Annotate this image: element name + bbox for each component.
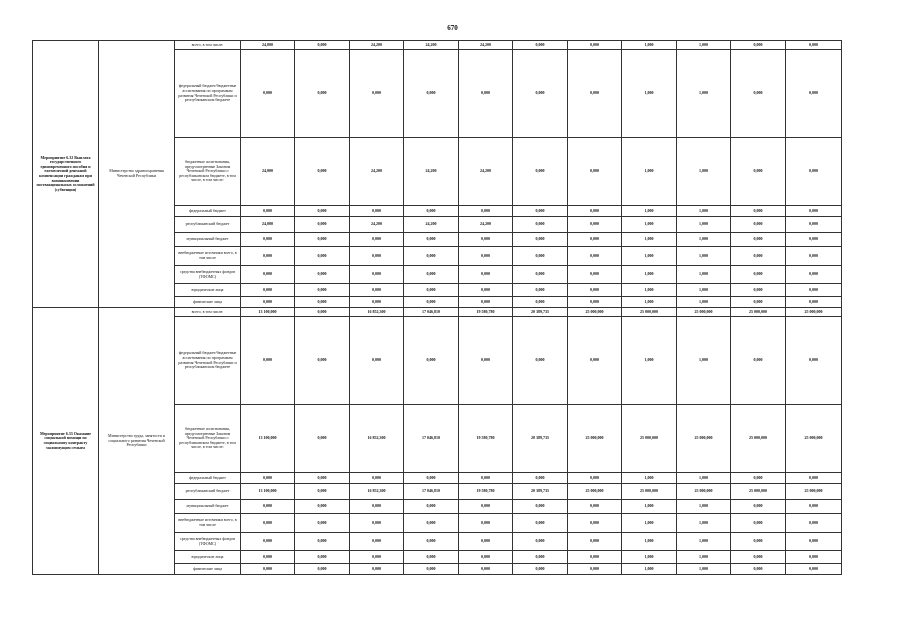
funding-source-cell: муниципальный бюджет [175, 233, 241, 247]
amount-cell: 0,000 [350, 206, 404, 217]
amount-cell: 0,000 [731, 564, 786, 575]
amount-cell: 25 000,000 [568, 484, 622, 500]
amount-cell: 1,000 [677, 500, 731, 514]
funding-source-cell: всего, в том числе: [175, 308, 241, 317]
amount-cell: 0,000 [459, 317, 513, 405]
amount-cell: 0,000 [786, 473, 842, 484]
amount-cell: 0,000 [295, 405, 350, 473]
amount-cell: 0,000 [350, 564, 404, 575]
amount-cell: 1,000 [677, 533, 731, 551]
amount-cell: 19 580,780 [459, 484, 513, 500]
amount-cell: 0,000 [241, 206, 295, 217]
amount-cell: 17 046,810 [404, 484, 459, 500]
amount-cell: 24,200 [404, 138, 459, 206]
amount-cell: 0,000 [295, 551, 350, 564]
amount-cell: 0,000 [513, 217, 568, 233]
amount-cell: 0,000 [513, 317, 568, 405]
amount-cell: 0,000 [513, 500, 568, 514]
amount-cell: 0,000 [731, 473, 786, 484]
amount-cell: 0,000 [568, 233, 622, 247]
amount-cell: 25 000,000 [731, 308, 786, 317]
amount-cell: 0,000 [459, 473, 513, 484]
amount-cell: 0,000 [241, 266, 295, 284]
amount-cell: 0,000 [459, 500, 513, 514]
amount-cell: 0,000 [786, 514, 842, 533]
amount-cell: 0,000 [568, 533, 622, 551]
amount-cell: 0,000 [731, 514, 786, 533]
amount-cell: 1,000 [677, 50, 731, 138]
amount-cell: 0,000 [404, 551, 459, 564]
amount-cell: 25 000,000 [677, 484, 731, 500]
amount-cell: 1,000 [622, 247, 677, 266]
amount-cell: 0,000 [241, 533, 295, 551]
responsible-executor-cell: Министерство труда, занятости и социального развития Чеченской Республики [99, 308, 175, 575]
amount-cell: 0,000 [404, 297, 459, 308]
amount-cell: 25 000,000 [568, 308, 622, 317]
amount-cell: 0,000 [241, 284, 295, 297]
funding-source-cell: бюджетные ассигнования, предусмотренные Законом Чеченской Республики о республиканском бюджете, в том числе, в том числе: [175, 138, 241, 206]
amount-cell: 0,000 [513, 206, 568, 217]
amount-cell: 0,000 [295, 473, 350, 484]
amount-cell: 0,000 [350, 297, 404, 308]
amount-cell: 0,000 [731, 233, 786, 247]
amount-cell: 1,000 [677, 473, 731, 484]
amount-cell: 1,000 [622, 284, 677, 297]
amount-cell: 24,200 [459, 138, 513, 206]
amount-cell: 0,000 [241, 564, 295, 575]
amount-cell: 0,000 [459, 266, 513, 284]
amount-cell: 0,000 [404, 247, 459, 266]
amount-cell: 1,000 [622, 41, 677, 50]
amount-cell: 0,000 [404, 50, 459, 138]
amount-cell: 0,000 [513, 247, 568, 266]
funding-source-cell: средства внебюджетных фондов (ТФОМС) [175, 266, 241, 284]
amount-cell: 0,000 [731, 500, 786, 514]
amount-cell: 0,000 [350, 266, 404, 284]
amount-cell: 0,000 [513, 138, 568, 206]
amount-cell: 0,000 [295, 484, 350, 500]
amount-cell: 0,000 [295, 217, 350, 233]
amount-cell: 0,000 [568, 297, 622, 308]
amount-cell: 0,000 [513, 473, 568, 484]
amount-cell: 25 000,000 [677, 308, 731, 317]
amount-cell: 0,000 [295, 233, 350, 247]
amount-cell: 25 000,000 [731, 405, 786, 473]
amount-cell: 1,000 [677, 317, 731, 405]
amount-cell: 0,000 [568, 551, 622, 564]
amount-cell: 0,000 [350, 247, 404, 266]
amount-cell: 20 389,735 [513, 484, 568, 500]
amount-cell: 1,000 [677, 564, 731, 575]
amount-cell: 0,000 [350, 284, 404, 297]
amount-cell: 19 580,780 [459, 308, 513, 317]
amount-cell: 0,000 [786, 284, 842, 297]
amount-cell: 1,000 [622, 533, 677, 551]
amount-cell: 1,000 [677, 266, 731, 284]
amount-cell: 0,000 [731, 138, 786, 206]
amount-cell: 1,000 [622, 217, 677, 233]
page-number: 670 [447, 24, 458, 32]
amount-cell: 0,000 [568, 217, 622, 233]
amount-cell: 0,000 [786, 138, 842, 206]
amount-cell: 1,000 [622, 500, 677, 514]
amount-cell: 0,000 [786, 217, 842, 233]
amount-cell: 0,000 [459, 284, 513, 297]
amount-cell: 25 000,000 [622, 484, 677, 500]
amount-cell: 1,000 [622, 473, 677, 484]
funding-source-cell: республиканский бюджет [175, 484, 241, 500]
amount-cell: 0,000 [568, 514, 622, 533]
amount-cell: 0,000 [295, 317, 350, 405]
amount-cell: 0,000 [404, 473, 459, 484]
responsible-executor-cell: Министерство здравоохранения Чеченской Республики [99, 41, 175, 308]
amount-cell: 1,000 [677, 551, 731, 564]
amount-cell: 0,000 [241, 233, 295, 247]
amount-cell: 13 100,000 [241, 405, 295, 473]
amount-cell: 0,000 [404, 266, 459, 284]
amount-cell: 1,000 [622, 50, 677, 138]
amount-cell: 0,000 [731, 297, 786, 308]
amount-cell: 0,000 [513, 50, 568, 138]
amount-cell: 0,000 [786, 247, 842, 266]
amount-cell: 1,000 [677, 206, 731, 217]
funding-source-cell: муниципальный бюджет [175, 500, 241, 514]
amount-cell: 24,200 [459, 217, 513, 233]
funding-source-cell: юридические лица [175, 551, 241, 564]
amount-cell: 0,000 [241, 514, 295, 533]
amount-cell: 0,000 [350, 533, 404, 551]
amount-cell: 0,000 [513, 297, 568, 308]
funding-source-cell: всего, в том числе: [175, 41, 241, 50]
amount-cell: 0,000 [786, 297, 842, 308]
amount-cell: 0,000 [295, 564, 350, 575]
amount-cell: 0,000 [731, 551, 786, 564]
amount-cell: 13 100,000 [241, 484, 295, 500]
amount-cell: 1,000 [622, 233, 677, 247]
amount-cell: 0,000 [786, 233, 842, 247]
amount-cell: 1,000 [677, 41, 731, 50]
funding-source-cell: республиканский бюджет [175, 217, 241, 233]
amount-cell: 0,000 [786, 564, 842, 575]
amount-cell: 0,000 [568, 138, 622, 206]
amount-cell: 20 389,735 [513, 308, 568, 317]
table-row [33, 308, 842, 317]
amount-cell: 0,000 [295, 308, 350, 317]
amount-cell: 0,000 [513, 41, 568, 50]
amount-cell: 0,000 [513, 564, 568, 575]
funding-source-cell: бюджетные ассигнования, предусмотренные Законом Чеченской Республики о республиканском бюджете, в том числе, в том числе: [175, 405, 241, 473]
amount-cell: 0,000 [459, 233, 513, 247]
amount-cell: 19 580,780 [459, 405, 513, 473]
amount-cell: 0,000 [786, 266, 842, 284]
amount-cell: 0,000 [731, 317, 786, 405]
funding-source-cell: внебюджетные источники всего, в том числе [175, 514, 241, 533]
amount-cell: 0,000 [786, 551, 842, 564]
amount-cell: 24,000 [241, 138, 295, 206]
amount-cell: 0,000 [350, 551, 404, 564]
amount-cell: 25 000,000 [786, 308, 842, 317]
amount-cell: 0,000 [295, 41, 350, 50]
amount-cell: 0,000 [568, 284, 622, 297]
amount-cell: 0,000 [295, 284, 350, 297]
amount-cell: 0,000 [731, 266, 786, 284]
amount-cell: 13 100,000 [241, 308, 295, 317]
amount-cell: 0,000 [731, 206, 786, 217]
amount-cell: 0,000 [350, 500, 404, 514]
amount-cell: 0,000 [459, 514, 513, 533]
amount-cell: 0,000 [350, 317, 404, 405]
amount-cell: 0,000 [404, 564, 459, 575]
amount-cell: 0,000 [786, 50, 842, 138]
amount-cell: 0,000 [731, 284, 786, 297]
amount-cell: 1,000 [622, 564, 677, 575]
amount-cell: 0,000 [568, 473, 622, 484]
funding-source-cell: федеральный бюджет/бюджетные ассигнования по программам развития Чеченской Республики и республиканском бюджете [175, 50, 241, 138]
amount-cell: 20 389,735 [513, 405, 568, 473]
amount-cell: 0,000 [459, 247, 513, 266]
amount-cell: 24,200 [404, 41, 459, 50]
amount-cell: 0,000 [241, 50, 295, 138]
amount-cell: 0,000 [568, 41, 622, 50]
amount-cell: 0,000 [459, 533, 513, 551]
amount-cell: 0,000 [295, 266, 350, 284]
amount-cell: 0,000 [295, 533, 350, 551]
amount-cell: 16 852,300 [350, 308, 404, 317]
amount-cell: 0,000 [568, 266, 622, 284]
amount-cell: 0,000 [350, 514, 404, 533]
amount-cell: 0,000 [513, 266, 568, 284]
amount-cell: 0,000 [404, 317, 459, 405]
amount-cell: 0,000 [731, 217, 786, 233]
amount-cell: 0,000 [568, 50, 622, 138]
amount-cell: 0,000 [459, 297, 513, 308]
amount-cell: 0,000 [295, 514, 350, 533]
amount-cell: 0,000 [241, 317, 295, 405]
amount-cell: 0,000 [568, 500, 622, 514]
amount-cell: 0,000 [459, 50, 513, 138]
amount-cell: 24,000 [241, 41, 295, 50]
table-body [33, 41, 842, 575]
table-row [33, 41, 842, 50]
amount-cell: 0,000 [513, 233, 568, 247]
amount-cell: 1,000 [622, 551, 677, 564]
amount-cell: 0,000 [350, 50, 404, 138]
amount-cell: 24,200 [350, 41, 404, 50]
amount-cell: 0,000 [241, 297, 295, 308]
amount-cell: 25 000,000 [677, 405, 731, 473]
amount-cell: 1,000 [622, 206, 677, 217]
amount-cell: 25 000,000 [786, 484, 842, 500]
amount-cell: 17 046,810 [404, 308, 459, 317]
amount-cell: 0,000 [786, 41, 842, 50]
amount-cell: 0,000 [241, 500, 295, 514]
amount-cell: 0,000 [404, 233, 459, 247]
amount-cell: 0,000 [459, 551, 513, 564]
amount-cell: 25 000,000 [786, 405, 842, 473]
amount-cell: 1,000 [677, 297, 731, 308]
amount-cell: 0,000 [513, 533, 568, 551]
amount-cell: 16 852,300 [350, 484, 404, 500]
amount-cell: 0,000 [295, 50, 350, 138]
amount-cell: 0,000 [404, 500, 459, 514]
amount-cell: 0,000 [459, 206, 513, 217]
amount-cell: 1,000 [677, 233, 731, 247]
amount-cell: 0,000 [568, 206, 622, 217]
funding-source-cell: средства внебюджетных фондов (ТФОМС) [175, 533, 241, 551]
amount-cell: 0,000 [404, 284, 459, 297]
amount-cell: 0,000 [513, 514, 568, 533]
amount-cell: 0,000 [568, 247, 622, 266]
amount-cell: 1,000 [677, 217, 731, 233]
amount-cell: 1,000 [622, 138, 677, 206]
funding-source-cell: федеральный бюджет [175, 206, 241, 217]
amount-cell: 0,000 [295, 500, 350, 514]
amount-cell: 25 000,000 [622, 308, 677, 317]
funding-source-cell: физические лица [175, 297, 241, 308]
amount-cell: 25 000,000 [622, 405, 677, 473]
amount-cell: 0,000 [404, 206, 459, 217]
amount-cell: 0,000 [295, 138, 350, 206]
amount-cell: 25 000,000 [731, 484, 786, 500]
amount-cell: 1,000 [677, 247, 731, 266]
amount-cell: 0,000 [295, 297, 350, 308]
amount-cell: 0,000 [241, 473, 295, 484]
amount-cell: 25 000,000 [568, 405, 622, 473]
amount-cell: 0,000 [786, 500, 842, 514]
amount-cell: 0,000 [350, 233, 404, 247]
amount-cell: 0,000 [459, 564, 513, 575]
amount-cell: 0,000 [731, 533, 786, 551]
amount-cell: 24,200 [459, 41, 513, 50]
amount-cell: 24,200 [350, 138, 404, 206]
funding-source-cell: физические лица [175, 564, 241, 575]
amount-cell: 0,000 [786, 533, 842, 551]
amount-cell: 16 852,300 [350, 405, 404, 473]
amount-cell: 0,000 [295, 206, 350, 217]
amount-cell: 1,000 [677, 138, 731, 206]
funding-source-cell: внебюджетные источники всего, в том числе [175, 247, 241, 266]
amount-cell: 1,000 [677, 514, 731, 533]
amount-cell: 0,000 [404, 533, 459, 551]
amount-cell: 0,000 [513, 551, 568, 564]
amount-cell: 0,000 [404, 514, 459, 533]
amount-cell: 0,000 [786, 317, 842, 405]
amount-cell: 0,000 [513, 284, 568, 297]
amount-cell: 1,000 [622, 297, 677, 308]
amount-cell: 1,000 [622, 317, 677, 405]
amount-cell: 24,000 [241, 217, 295, 233]
funding-source-cell: федеральный бюджет [175, 473, 241, 484]
activity-name-cell: Мероприятие 6.32 Выплата государственного единовременного пособия и ежемесячной денежной компенсации гражданам при возникновении поствакцинальных осложнений (субвенции) [33, 41, 99, 308]
funding-source-cell: юридические лица [175, 284, 241, 297]
amount-cell: 0,000 [731, 41, 786, 50]
amount-cell: 0,000 [731, 247, 786, 266]
funding-source-cell: федеральный бюджет/бюджетные ассигнования по программам развития Чеченской Республики и республиканском бюджете [175, 317, 241, 405]
amount-cell: 0,000 [241, 551, 295, 564]
amount-cell: 0,000 [731, 50, 786, 138]
amount-cell: 17 046,810 [404, 405, 459, 473]
activity-name-cell: Мероприятие 6.33 Оказание социальной помощи по социальному контракту малоимущим семьям [33, 308, 99, 575]
amount-cell: 0,000 [295, 247, 350, 266]
amount-cell: 0,000 [786, 206, 842, 217]
amount-cell: 0,000 [568, 317, 622, 405]
budget-table [32, 40, 842, 575]
amount-cell: 24,200 [404, 217, 459, 233]
amount-cell: 0,000 [241, 247, 295, 266]
amount-cell: 1,000 [622, 514, 677, 533]
amount-cell: 24,200 [350, 217, 404, 233]
amount-cell: 0,000 [350, 473, 404, 484]
amount-cell: 0,000 [568, 564, 622, 575]
amount-cell: 1,000 [677, 284, 731, 297]
amount-cell: 1,000 [622, 266, 677, 284]
